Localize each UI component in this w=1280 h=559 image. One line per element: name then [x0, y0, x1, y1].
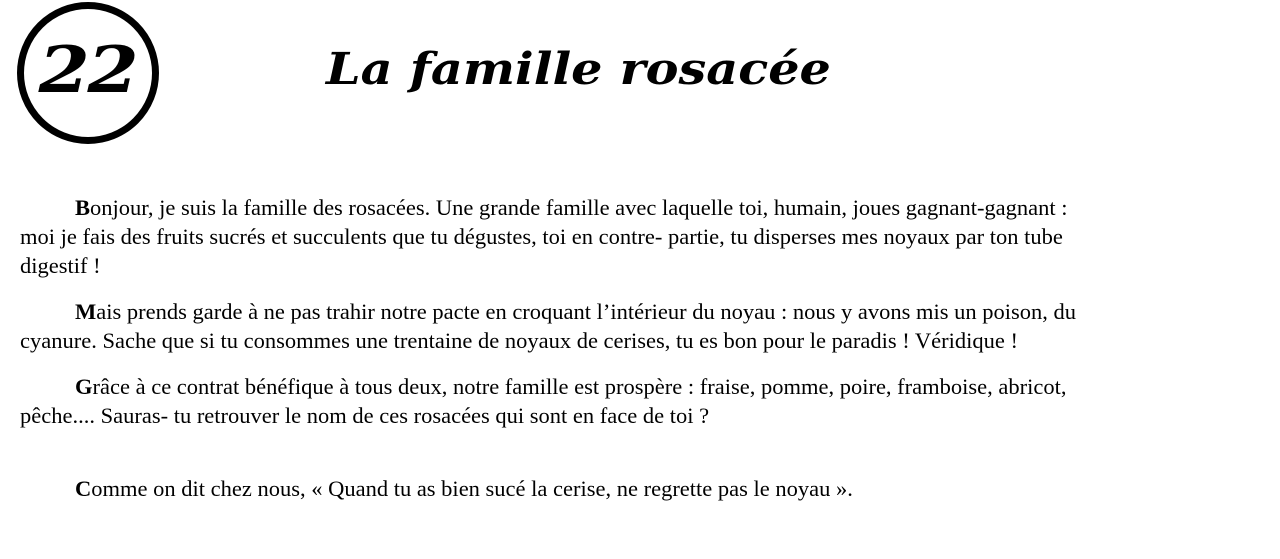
drop-letter: M [75, 299, 97, 324]
paragraph-text: râce à ce contrat bénéfique à tous deux, notre famille est prospère : fraise, pomme, poire, framboise, abricot, pêche.... Sauras- tu retrouver le nom de ces rosacées qui sont en face de toi ? [20, 374, 1067, 428]
paragraph-proverb [20, 474, 1080, 503]
drop-letter: G [75, 374, 93, 399]
body-text [20, 193, 1080, 520]
drop-letter: C [75, 476, 92, 501]
paragraph-text: ais prends garde à ne pas trahir notre pacte en croquant l’intérieur du noyau : nous y avons mis un poison, du cyanure. Sache que si tu consommes une trentaine de noyaux de cerises, tu es bon pour le paradis ! Véridique ! [20, 299, 1076, 353]
paragraph-text: onjour, je suis la famille des rosacées. Une grande famille avec laquelle toi, humain, joues gagnant-gagnant : moi je fais des fruits sucrés et succulents que tu dégustes, toi en contre- partie, tu disperses mes noyaux par ton tube digestif ! [20, 195, 1068, 278]
paragraph-question [20, 372, 1080, 430]
chapter-number-badge [17, 2, 159, 144]
paragraph-warning [20, 297, 1080, 355]
page-title: La famille rosacée [326, 44, 831, 95]
paragraph-intro [20, 193, 1080, 280]
drop-letter: B [75, 195, 91, 220]
paragraph-text: omme on dit chez nous, « Quand tu as bien sucé la cerise, ne regrette pas le noyau ». [91, 476, 853, 501]
chapter-number: 22 [39, 33, 137, 108]
